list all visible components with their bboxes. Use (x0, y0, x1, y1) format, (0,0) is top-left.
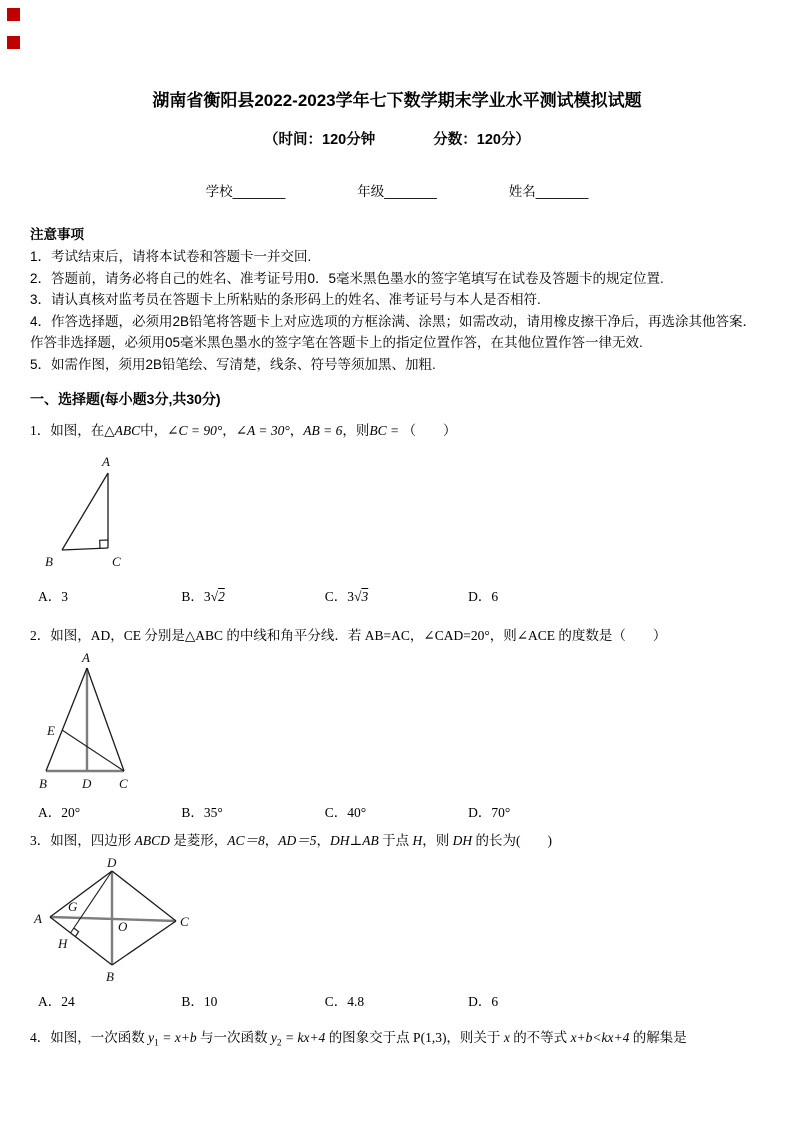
point-label: G (68, 899, 78, 914)
red-marker-icon (7, 36, 20, 49)
time-limit: （时间：120分钟 (264, 132, 376, 148)
question-3-text: 3．如图，四边形 ABCD 是菱形，AC＝8，AD＝5，DH⊥AB 于点 H，则 DH 的长为( ) (30, 833, 552, 848)
notice-item: 3．请认真核对监考员在答题卡上所粘贴的条形码上的姓名、准考证号与本人是否相符. (30, 292, 541, 307)
question-2-figure-triangle (33, 647, 168, 795)
name-blank: 姓名_______ (508, 184, 589, 199)
exam-meta (0, 128, 794, 149)
notice-block (30, 226, 767, 375)
q3-option-d: D．6 (468, 994, 499, 1009)
school-blank: 学校_______ (205, 184, 286, 199)
right-angle-mark (100, 540, 108, 548)
side-bc (62, 548, 108, 550)
notice-heading: 注意事项 (30, 227, 84, 242)
question-3-figure-rhombus (28, 855, 208, 987)
side-ab (46, 668, 87, 771)
side-ac (87, 668, 124, 771)
q3-option-c: C．4.8 (324, 994, 365, 1009)
point-label: H (58, 936, 68, 951)
side-ab (62, 473, 108, 550)
question-3-options (38, 990, 498, 1010)
q2-option-a: A．20° (38, 805, 81, 820)
q2-option-b: B．35° (181, 805, 223, 820)
q1-option-c: C．3√3 (324, 589, 369, 604)
question-1-text: 1．如图，在△ABC中，∠C = 90°，∠A = 30°，AB = 6，则BC = （ ） (30, 423, 457, 438)
vertex-label: C (119, 776, 128, 791)
vertex-label: A (102, 454, 110, 469)
vertex-label: E (47, 723, 55, 738)
notice-item: 4．作答选择题，必须用2B铅笔将答题卡上对应选项的方框涂满、涂黑；如需改动，请用橡皮擦干净后，再选涂其他答案．作答非选择题，必须用05毫米黑色墨水的签字笔在答题卡上的指定位置作答，在其他位置作答一律无效. (30, 313, 757, 350)
q1-option-d: D．6 (468, 589, 499, 604)
vertex-label: C (180, 914, 189, 929)
notice-item: 2．答题前，请务必将自己的姓名、准考证号用0．5毫米黑色墨水的签字笔填写在试卷及答题卡的规定位置. (30, 270, 664, 286)
q1-option-b: B．3√2 (181, 589, 225, 604)
vertex-label: A (82, 650, 90, 665)
q2-option-d: D．70° (468, 805, 511, 820)
vertex-label: B (39, 776, 47, 791)
vertex-label: B (106, 969, 114, 984)
question-2-options (38, 801, 510, 821)
side-dc (112, 871, 176, 921)
q2-option-c: C．40° (324, 805, 367, 820)
question-1-figure-right-triangle (38, 452, 148, 577)
section-heading: 一、选择题(每小题3分,共30分) (30, 391, 221, 407)
question-4-text: 4．如图，一次函数 $y_1 = x+b$ 与一次函数 $y_2 = kx+4$ 的图象交于点 P(1,3)，则关于 x 的不等式 x+b<kx+4 的解集是 (30, 1030, 687, 1049)
vertex-label: C (112, 554, 121, 569)
bisector-ec (62, 730, 124, 771)
question-2-text: 2．如图，AD，CE 分别是△ABC 的中线和角平分线．若 AB=AC，∠CAD=20°，则∠ACE 的度数是（ ） (30, 628, 667, 643)
center-label: O (118, 919, 128, 934)
q3-option-b: B．10 (181, 994, 218, 1009)
vertex-label: B (45, 554, 53, 569)
question-1-options (38, 585, 498, 605)
vertex-label: A (34, 911, 42, 926)
page-title: 湖南省衡阳县2022-2023学年七下数学期末学业水平测试模拟试题 (152, 91, 642, 110)
side-da (50, 871, 112, 917)
grade-blank: 年级_______ (357, 184, 437, 199)
red-marker-icon (7, 8, 20, 21)
total-score: 分数：120分） (433, 132, 530, 148)
vertex-label: D (82, 776, 92, 791)
q3-option-a: A．24 (38, 994, 75, 1009)
notice-item: 5．如需作图，须用2B铅笔绘、写清楚，线条、符号等须加黑、加粗. (30, 356, 436, 372)
student-info-blanks (0, 180, 794, 200)
q1-option-a: A．3 (38, 589, 68, 604)
vertex-label: D (107, 855, 117, 870)
notice-item: 1．考试结束后，请将本试卷和答题卡一并交回. (30, 249, 312, 264)
